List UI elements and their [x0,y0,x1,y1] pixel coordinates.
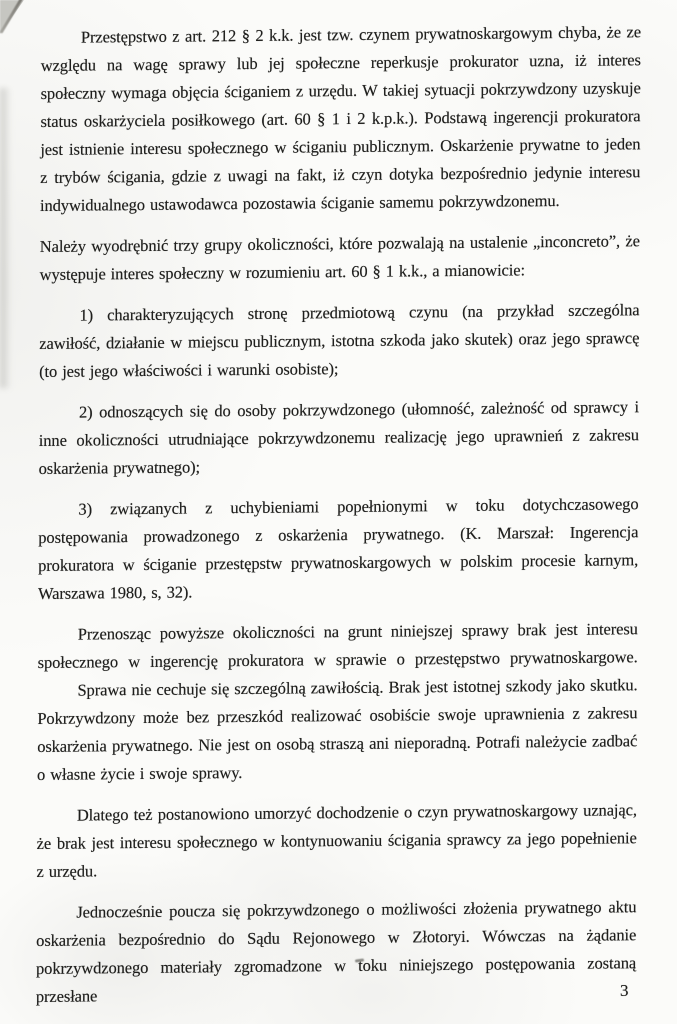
document-paragraph: Przenosząc powyższe okoliczności na grunt niniejszej sprawy brak jest interesu społecznego w ingerencję prokuratora w sprawie o przestępstwo prywatnoskargowe. [37,619,638,672]
document-list-item: 2) odnoszących się do osoby pokrzywdzonego (ułomność, zależność od sprawcy i inne okoliczności utrudniające pokrzywdzonemu realizację jego uprawnień z zakresu oskarżenia prywatnego); [38,397,640,478]
document-list-item: 1) charakteryzujących stronę przedmiotową czynu (na przykład szczególna zawiłość, działanie w miejscu publicznym, istotna szkoda jako skutek) oraz jego sprawcę (to jest jego właściwości i warunki osobiste); [39,300,640,381]
scan-corner-artifact [0,0,26,38]
scan-left-edge-shade [0,88,11,388]
document-body [36,18,641,1011]
document-list-item: 3) związanych z uchybieniami popełnionymi w toku dotychczasowego postępowania prowadzonego z oskarżenia prywatnego. (K. Marszał: Ingerencja prokuratora w ściganie przestępstw prywatnoskargowych w polskim procesie karnym, Warszawa 1980, s, 32). [37,494,639,603]
document-paragraph: Należy wyodrębnić trzy grupy okoliczności, które pozwalają na ustalenie „inconcreto”, że występuje interes społeczny w rozumieniu art. 60 § 1 k.k., a mianowicie: [39,231,640,284]
document-paragraph: Jednocześnie poucza się pokrzywdzonego o możliwości złożenia prywatnego aktu oskarżenia bezpośrednio do Sądu Rejonowego w Złotoryi. Wówczas na żądanie pokrzywdzonego materiały zgromadzone w toku niniejszego postępowania zostaną przesłane [35,897,637,1006]
document-paragraph: Przestępstwo z art. 212 § 2 k.k. jest tzw. czynem prywatnoskargowym chyba, że ze względu na wagę sprawy lub jej społeczne reperkusje prokurator uzna, iż interes społeczny wymaga objęcia ściganiem z urzędu. W takiej sytuacji pokrzywdzony uzyskuje status oskarżyciela posiłkowego (art. 60 § 1 i 2 k.p.k.). Podstawą ingerencji prokuratora jest istnienie interesu społecznego w ściganiu publicznym. Oskarżenie prywatne to jeden z trybów ścigania, gdzie z uwagi na fakt, iż czyn dotyka bezpośrednio jedynie interesu indywidualnego ustawodawca pozostawia ściganie samemu pokrzywdzonemu. [39,22,642,215]
page-number: 3 [620,981,629,1000]
document-paragraph: Sprawa nie cechuje się szczególną zawiłością. Brak jest istotnej szkody jako skutku. Pokrzywdzony może bez przeszkód realizować osobiście swoje uprawnienia z zakresu oskarżenia prywatnego. Nie jest on osobą straszą ani nieporadną. Potrafi należycie zadbać o własne życie i swoje sprawy. [37,675,638,784]
document-paragraph: Dlatego też postanowiono umorzyć dochodzenie o czyn prywatnoskargowy uznając, że brak jest interesu społecznego w kontynuowaniu ścigania sprawcy za jego popełnienie z urzędu. [36,800,637,881]
